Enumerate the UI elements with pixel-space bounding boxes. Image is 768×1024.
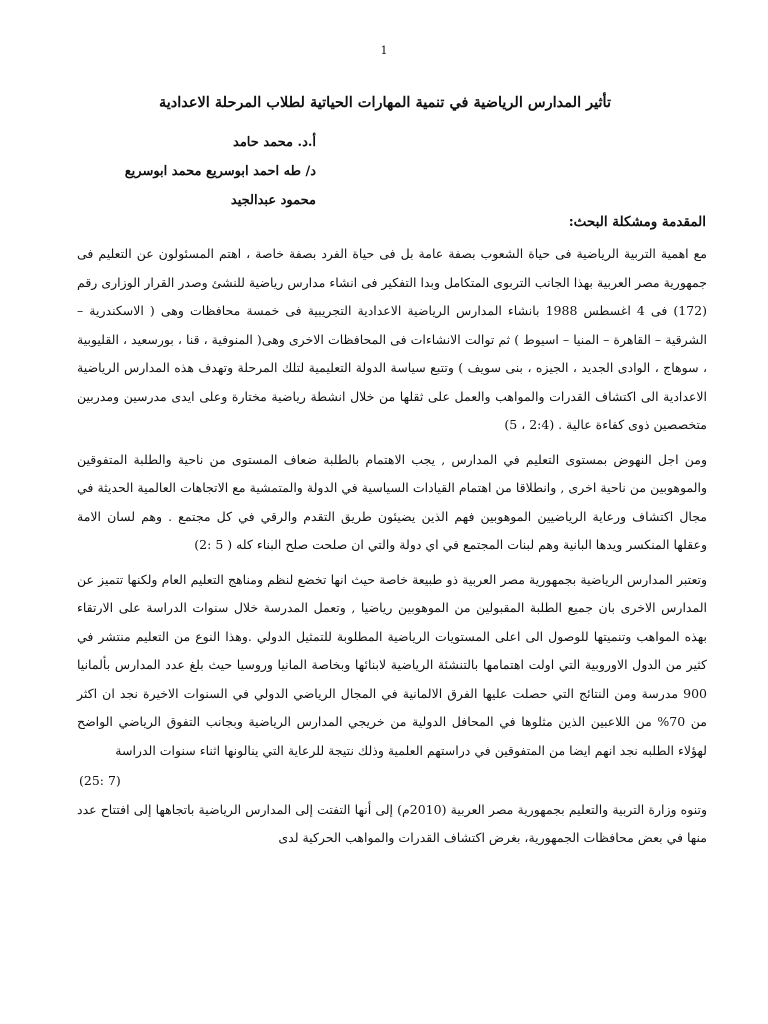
page-number: 1 bbox=[380, 44, 388, 57]
author-2: د/ طه احمد ابوسريع محمد ابوسريع bbox=[124, 164, 316, 179]
body-text bbox=[77, 240, 707, 853]
paragraph-2: ومن اجل النهوض بمستوى التعليم في المدارس , يجب الاهتمام بالطلبة ضعاف المستوى من ناحية والطلبة المتفوقين والموهوبين من ناحية اخرى , وانطلاقا من اهتمام القيادات السياسية في الدولة والمتمشية مع الاتجاهات العالمية الحديثة في مجال اكتشاف ورعاية الرياضيين الموهوبين فهم الذين يضيئون طريق التقدم والرقي في كل مجتمع . وهم لسان الامة وعقلها المنكسر ويدها البانية وهم لبنات المجتمع في اي دولة والتي ان صلحت صلح البناء كله ( 5 :2) bbox=[77, 451, 707, 552]
paragraph-4: وتنوه وزارة التربية والتعليم بجمهورية مصر العربية (2010م) إلى أنها التفتت إلى المدارس الرياضية باتجاهها إلى افتتاح عدد منها في بعض محافظات الجمهورية، بغرض اكتشاف القدرات والمواهب الحركية لدى bbox=[77, 801, 707, 845]
section-heading: المقدمة ومشكلة البحث: bbox=[568, 214, 706, 230]
paper-title: تأثير المدارس الرياضية في تنمية المهارات الحياتية لطلاب المرحلة الاعدادية bbox=[158, 94, 612, 111]
citation-note: (25: 7) bbox=[79, 773, 121, 788]
author-3: محمود عبدالجيد bbox=[230, 193, 316, 208]
paragraph-3: وتعتبر المدارس الرياضية بجمهورية مصر العربية ذو طبيعة خاصة حيث انها تخضع لنظم ومناهج التعليم العام ولكنها تتميز عن المدارس الاخرى بان جميع الطلبة المقبولين من الموهوبين رياضيا , وتعمل المدرسة خلال سنوات الدراسة على الارتقاء بهذه المواهب وتنميتها للوصول الى اعلى المستويات الرياضية المطلوبة للتمثيل الدولي .وهذا النوع من التعليم منتشر في كثير من الدول الاوروبية التي اولت اهتمامها بالتنشئة الرياضية لابنائها وبخاصة المانيا وروسيا حيث بلغ عدد المدارس بألمانيا 900 مدرسة ومن النتائج التي حصلت عليها الفرق الالمانية في المجال الرياضي الدولي في السنوات الاخيرة نجد ان اكثر من 70% من اللاعبين الذين مثلوها في المحافل الدولية من خريجي المدارس الرياضية وبجانب التفوق الرياضي الواضح لهؤلاء الطلبه نجد انهم ايضا من المتفوقين في دراستهم العلمية وذلك نتيجة للرعاية التي ينالونها اثناء سنوات الدراسة bbox=[77, 571, 707, 758]
author-1: أ.د. محمد حامد bbox=[233, 135, 316, 150]
paragraph-1: مع اهمية التربية الرياضية فى حياة الشعوب بصفة عامة بل فى حياة الفرد بصفة خاصة ، اهتم المسئولون عن التعليم فى جمهورية مصر العربية بهذا الجانب التربوى المتكامل وبدا التفكير فى انشاء مدارس رياضية للنشئ وصدر القرار الوزارى رقم (172) فى 4 اغسطس 1988 بانشاء المدارس الرياضية الاعدادية التجريبية فى خمسة محافظات وهى ( الاسكندرية – الشرقية – القاهرة – المنيا – اسيوط ) ثم توالت الانشاءات فى المحافظات الاخرى وهى( المنوفية ، قنا ، بورسعيد ، القليوبية ، سوهاج ، الوادى الجديد ، الجيزه ، بنى سويف ) وتتبع سياسة الدولة التعليمية لتلك المرحلة وتهدف هذه المدارس الرياضية الاعدادية الى اكتشاف القدرات والمواهب والعمل على ثقلها من خلال انشطة رياضية مختارة وعلى ايدى مدرسين ومدربين متخصصين ذوى كفاءة عالية . (2:4 ، 5) bbox=[77, 246, 708, 432]
author-list bbox=[125, 128, 316, 215]
